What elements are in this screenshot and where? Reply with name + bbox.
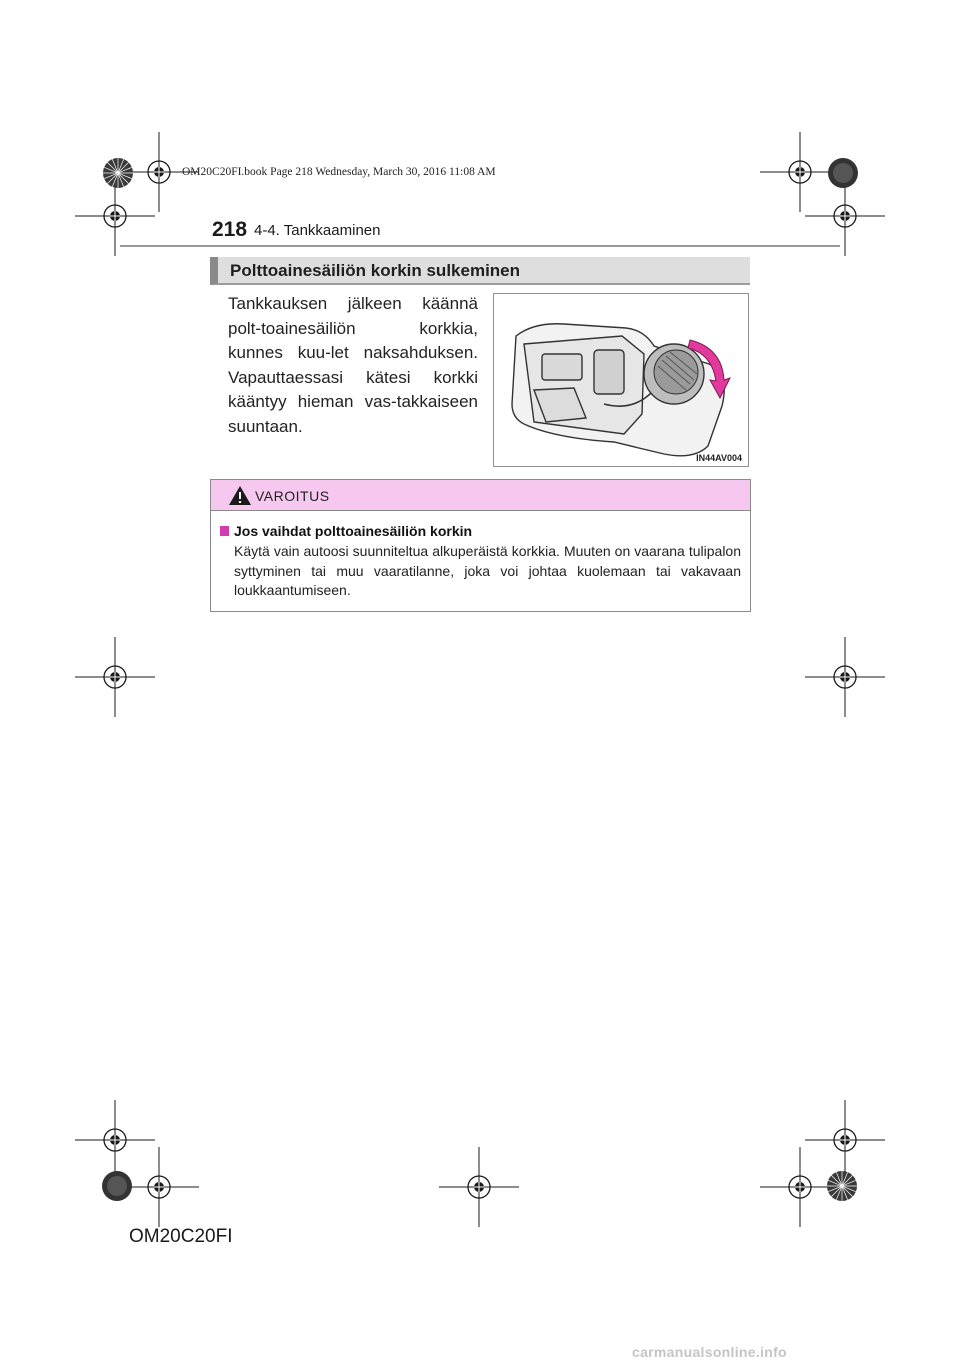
fuel-door-drawing [494,294,748,466]
header-rule [120,245,840,247]
figure-code: IN44AV004 [696,453,742,463]
warning-subheading [220,523,472,539]
warning-header [211,480,750,511]
page-number: 218 [212,218,248,241]
bullet-square-icon [220,526,229,536]
section-heading: Polttoainesäiliön korkin sulkeminen [210,257,750,285]
footer-code: OM20C20FI [129,1226,233,1247]
watermark: carmanualsonline.info [632,1344,787,1360]
warning-title: VAROITUS [255,488,330,504]
warning-box [210,479,751,612]
book-info: OM20C20FI.book Page 218 Wednesday, March 30, 2016 11:08 AM [182,166,496,178]
section-title: 4-4. Tankkaaminen [254,222,381,239]
instruction-paragraph: Tankkauksen jälkeen käännä polt-toainesäiliön korkkia, kunnes kuu-let naksahduksen. Vapauttaessasi kätesi korkki kääntyy hieman vas-takkaiseen suuntaan. [228,294,478,436]
warning-triangle-icon [228,485,252,506]
warning-subheading-text: Jos vaihdat polttoainesäiliön korkin [234,523,473,539]
fuel-cap-illustration [493,293,749,467]
warning-body: Käytä vain autoosi suunniteltua alkuperäistä korkkia. Muuten on vaarana tulipalon syttyminen tai muu vaaratilanne, joka voi johtaa kuolemaan tai vakavaan loukkaantumiseen. [234,543,741,598]
